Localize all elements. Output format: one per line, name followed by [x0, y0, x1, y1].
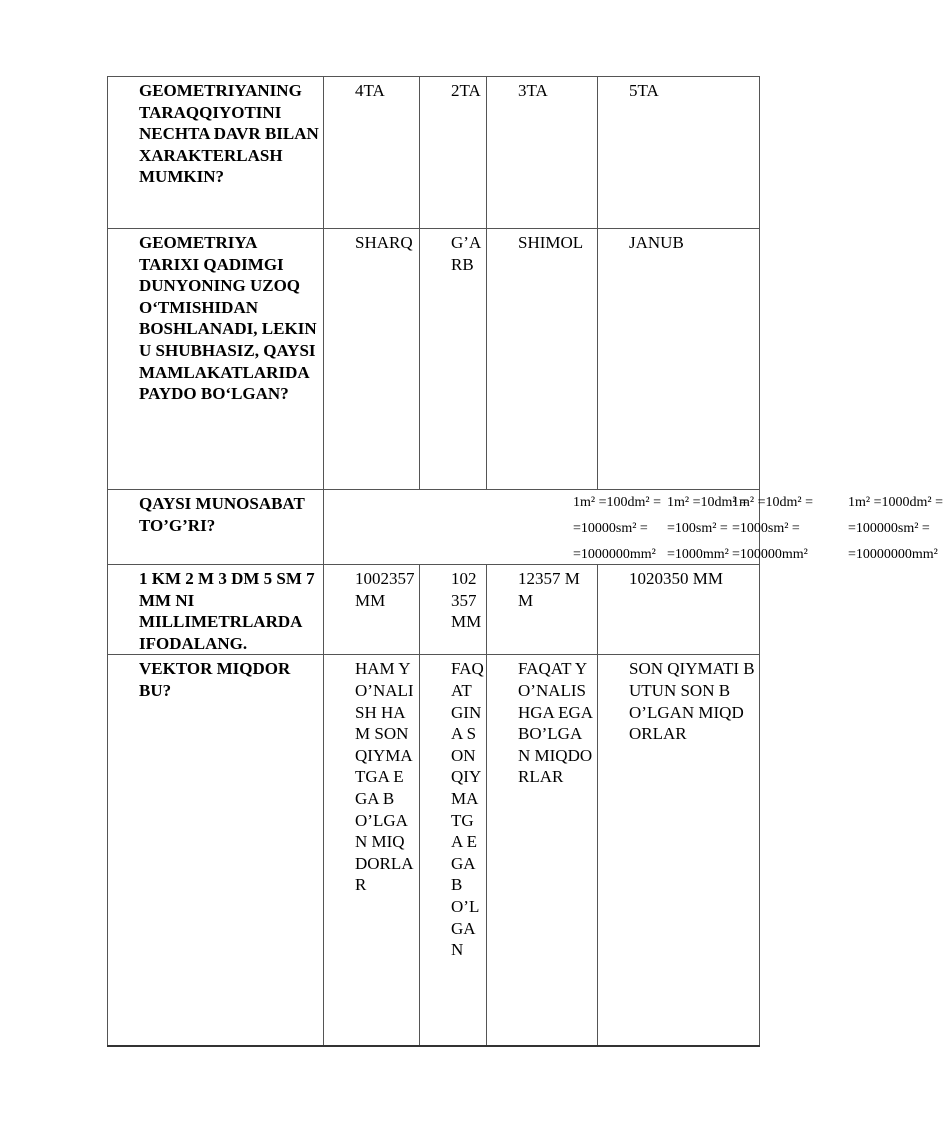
- formula-option: [732, 490, 813, 568]
- option-cell: [324, 77, 420, 229]
- option-text: SHARQ: [355, 233, 413, 252]
- option-text: 3TA: [518, 81, 548, 100]
- table-row: [108, 229, 760, 490]
- formula-line: =10000sm² =: [573, 521, 648, 536]
- formula-line: =1000000mm²: [573, 547, 656, 562]
- formula-line: =1000mm²: [667, 547, 729, 562]
- formula-line: =100000sm² =: [848, 521, 930, 536]
- formula-options-cell: [324, 490, 943, 565]
- table-row: [108, 655, 760, 1046]
- option-cell: [324, 655, 420, 1046]
- formula-line: 1m² =10dm² =: [732, 495, 813, 510]
- option-cell: [487, 565, 598, 655]
- formula-line: =100sm² =: [667, 521, 728, 536]
- option-text: 1002357 MM: [355, 569, 415, 610]
- option-cell: [420, 77, 487, 229]
- question-text: VEKTOR MIQDOR BU?: [139, 659, 291, 700]
- formula-line: =10000000mm²: [848, 547, 938, 562]
- option-text: 102357 MM: [451, 569, 482, 632]
- option-text: FAQAT YO’NALISHGA EGA BO’LGAN MIQDORLAR: [518, 659, 593, 787]
- question-cell: [108, 229, 324, 490]
- question-text: GEOMETRIYA TARIXI QADIMGI DUNYONING UZOQ O‘TMISHIDAN BOSHLANADI, LEKIN U SHUBHASIZ, QAYSI MAMLAKATLARIDA PAYDO BO‘LGAN?: [139, 233, 317, 404]
- option-cell: [487, 229, 598, 490]
- option-cell: [420, 565, 487, 655]
- option-text: 4TA: [355, 81, 385, 100]
- table-row: [108, 77, 760, 229]
- option-text: 12357 MM: [518, 569, 580, 610]
- question-cell: [108, 490, 324, 565]
- formula-box: [324, 490, 943, 562]
- formula-line: =1000sm² =: [732, 521, 800, 536]
- option-text: 5TA: [629, 81, 659, 100]
- question-text: QAYSI MUNOSABAT TO’G’RI?: [139, 494, 305, 535]
- quiz-table: [107, 76, 943, 1047]
- question-cell: [108, 655, 324, 1046]
- table-row: [108, 565, 760, 655]
- table-row: [108, 490, 760, 565]
- option-text: SON QIYMATI BUTUN SON BO’LGAN MIQDORLAR: [629, 659, 755, 744]
- formula-option: [848, 490, 943, 568]
- formula-line: 1m² =10dm² =: [667, 495, 748, 510]
- option-cell: [487, 77, 598, 229]
- formula-option: [573, 490, 661, 568]
- option-cell: [324, 229, 420, 490]
- formula-line: 1m² =100dm² =: [573, 495, 661, 510]
- formula-line: 1m² =1000dm² =: [848, 495, 943, 510]
- question-cell: [108, 565, 324, 655]
- option-text: 1020350 MM: [629, 569, 723, 588]
- option-text: SHIMOL: [518, 233, 584, 252]
- question-cell: [108, 77, 324, 229]
- option-text: FAQATGINA SON QIYMATGA EGA BO’LGAN: [451, 659, 484, 960]
- option-cell: [598, 229, 760, 490]
- option-cell: [324, 565, 420, 655]
- option-cell: [420, 229, 487, 490]
- option-cell: [420, 655, 487, 1046]
- question-text: GEOMETRIYANING TARAQQIYOTINI NECHTA DAVR BILAN XARAKTERLASH MUMKIN?: [139, 81, 319, 187]
- option-text: HAM YO’NALISH HAM SON QIYMATGA EGA BO’LGAN MIQDORLAR: [355, 659, 414, 895]
- option-cell: [598, 565, 760, 655]
- option-cell: [598, 77, 760, 229]
- option-text: 2TA: [451, 81, 481, 100]
- option-text: JANUB: [629, 233, 684, 252]
- option-cell: [487, 655, 598, 1046]
- formula-line: =100000mm²: [732, 547, 808, 562]
- option-cell: [598, 655, 760, 1046]
- question-text: 1 KM 2 M 3 DM 5 SM 7 MM NI MILLIMETRLARDA IFODALANG.: [139, 569, 315, 653]
- option-text: G’ARB: [451, 233, 482, 274]
